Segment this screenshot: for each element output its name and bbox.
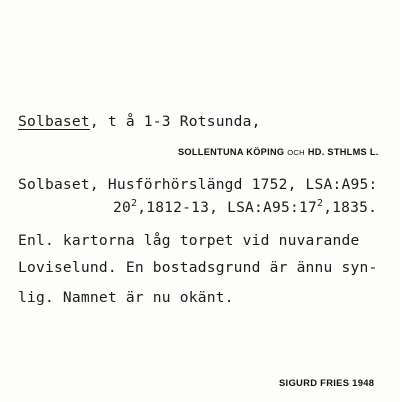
header-location: , t å 1-3 Rotsunda, xyxy=(89,113,261,130)
body-line-1: Enl. kartorna låg torpet vid nuvarande xyxy=(18,232,360,249)
signature-stamp: SIGURD FRIES 1948 xyxy=(279,377,375,388)
stamp-part1: SOLLENTUNA KÖPING xyxy=(178,147,288,157)
source-ref-a-sup: 2 xyxy=(130,198,138,209)
place-name: Solbaset xyxy=(18,113,90,130)
source-line-2 xyxy=(113,199,377,216)
header-line xyxy=(18,113,261,130)
source-ref-b-sup: 2 xyxy=(316,198,324,209)
stamp-part2: HD. STHLMS L. xyxy=(304,147,379,157)
source-ref-c: ,1835. xyxy=(323,199,378,216)
source-ref-a: 20 xyxy=(113,199,131,216)
body-line-2: Loviselund. En bostadsgrund är ännu syn- xyxy=(18,259,378,276)
body-line-3: lig. Namnet är nu okänt. xyxy=(18,289,234,306)
source-ref-b: ,1812-13, LSA:A95:17 xyxy=(137,199,317,216)
source-line-1: Solbaset, Husförhörslängd 1752, LSA:A95: xyxy=(18,176,378,193)
parish-stamp xyxy=(178,147,379,157)
stamp-och: OCH xyxy=(287,148,305,157)
